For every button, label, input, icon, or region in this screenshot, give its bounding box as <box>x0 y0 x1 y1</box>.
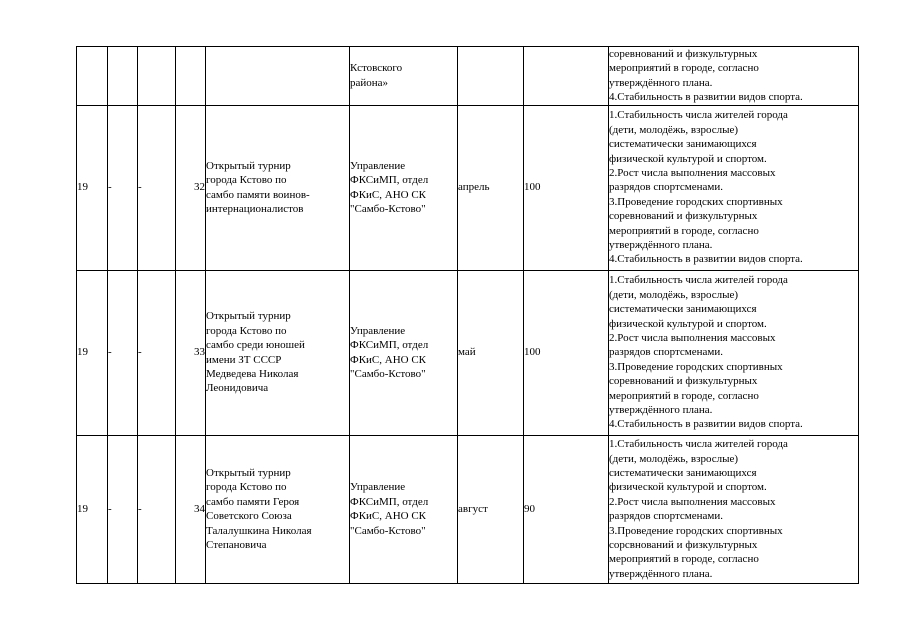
cell-organizer <box>350 105 458 270</box>
result-line: разрядов спортсменами. <box>609 510 723 523</box>
result-line: 3.Проведение городских спортивных <box>609 524 783 537</box>
result-line: 3.Проведение городских спортивных <box>609 360 783 373</box>
result-line: утверждённого плана. <box>609 567 713 580</box>
event-line: Талалушкина Николая <box>206 524 312 537</box>
result-line: физической культурой и спортом. <box>609 481 767 494</box>
cell-col3: - <box>138 270 176 435</box>
event-line: самбо памяти Героя <box>206 495 300 508</box>
result-line: 4.Стабильность в развитии видов спорта. <box>609 418 803 431</box>
result-line: систематически занимающихся <box>609 138 757 151</box>
result-line: соревнований и физкультурных <box>609 375 758 388</box>
cell-event-name <box>206 435 350 583</box>
organizer-line: района» <box>350 76 389 89</box>
event-line: Советского Союза <box>206 510 292 523</box>
result-line: мероприятий в городе, согласно <box>609 62 759 75</box>
table-row <box>77 435 859 583</box>
result-line: систематически занимающихся <box>609 303 757 316</box>
result-line: 4.Стабильность в развитии видов спорта. <box>609 253 803 266</box>
table-body <box>77 47 859 584</box>
cell-event-name <box>206 105 350 270</box>
result-line: систематически занимающихся <box>609 466 757 479</box>
cell-number <box>176 47 206 106</box>
cell-col2: - <box>108 105 138 270</box>
cell-col1: 19 <box>77 270 108 435</box>
result-line: мероприятий в городе, согласно <box>609 389 759 402</box>
cell-col2: - <box>108 435 138 583</box>
result-line: (дети, молодёжь, взрослые) <box>609 452 739 465</box>
organizer-line: ФКСиМП, отдел <box>350 495 429 508</box>
event-line: Открытый турнир <box>206 466 291 479</box>
events-table <box>76 46 859 584</box>
organizer-line: "Самбо-Кстово" <box>350 524 426 537</box>
organizer-line: Управление <box>350 159 406 172</box>
result-line: 4.Стабильность в развитии видов спорта. <box>609 91 803 104</box>
cell-participants: 100 <box>524 270 609 435</box>
cell-col3: - <box>138 435 176 583</box>
organizer-line: ФКиС, АНО СК <box>350 353 427 366</box>
cell-participants: 90 <box>524 435 609 583</box>
organizer-line: ФКиС, АНО СК <box>350 188 427 201</box>
result-line: разрядов спортсменами. <box>609 181 723 194</box>
result-line: физической культурой и спортом. <box>609 152 767 165</box>
result-line: 1.Стабильность числа жителей города <box>609 109 788 122</box>
event-line: Открытый турнир <box>206 310 291 323</box>
table-row <box>77 270 859 435</box>
cell-col3 <box>138 47 176 106</box>
result-line: разрядов спортсменами. <box>609 346 723 359</box>
table-row <box>77 105 859 270</box>
event-line: города Кстово по <box>206 174 287 187</box>
event-line: Медведева Николая <box>206 368 299 381</box>
cell-col3: - <box>138 105 176 270</box>
cell-results <box>609 435 859 583</box>
result-line: сорсвнований и физкультурных <box>609 538 758 551</box>
cell-month <box>458 47 524 106</box>
result-line: утверждённого плана. <box>609 404 713 417</box>
cell-participants <box>524 47 609 106</box>
result-line: 2.Рост числа выполнения массовых <box>609 332 776 345</box>
event-line: интернационалистов <box>206 203 304 216</box>
result-line: 2.Рост числа выполнения массовых <box>609 167 776 180</box>
cell-col1: 19 <box>77 105 108 270</box>
cell-organizer <box>350 435 458 583</box>
event-line: города Кстово по <box>206 324 287 337</box>
event-line: самбо памяти воинов- <box>206 188 310 201</box>
result-line: (дети, молодёжь, взрослые) <box>609 288 739 301</box>
cell-col2: - <box>108 270 138 435</box>
cell-col1 <box>77 47 108 106</box>
cell-col1: 19 <box>77 435 108 583</box>
result-line: физической культурой и спортом. <box>609 317 767 330</box>
organizer-line: ФКСиМП, отдел <box>350 174 429 187</box>
cell-participants: 100 <box>524 105 609 270</box>
organizer-line: ФКСиМП, отдел <box>350 339 429 352</box>
organizer-line: "Самбо-Кстово" <box>350 203 426 216</box>
cell-month: май <box>458 270 524 435</box>
organizer-line: ФКиС, АНО СК <box>350 510 427 523</box>
event-line: Степановича <box>206 538 267 551</box>
result-line: мероприятий в городе, согласно <box>609 224 759 237</box>
result-line: соревнований и физкультурных <box>609 210 758 223</box>
cell-month: апрель <box>458 105 524 270</box>
result-line: утверждённого плана. <box>609 239 713 252</box>
event-line: Леонидовича <box>206 382 269 395</box>
result-line: соревнований и физкультурных <box>609 48 758 60</box>
event-line: Открытый турнир <box>206 159 291 172</box>
result-line: утверждённого плана. <box>609 76 713 89</box>
result-line: 2.Рост числа выполнения массовых <box>609 495 776 508</box>
result-line: 1.Стабильность числа жителей города <box>609 274 788 287</box>
result-line: 3.Проведение городских спортивных <box>609 195 783 208</box>
result-line: (дети, молодёжь, взрослые) <box>609 123 739 136</box>
cell-number: 34 <box>176 435 206 583</box>
event-line: имени ЗТ СССР <box>206 353 282 366</box>
organizer-line: Управление <box>350 481 406 494</box>
cell-month: август <box>458 435 524 583</box>
cell-number: 33 <box>176 270 206 435</box>
cell-number: 32 <box>176 105 206 270</box>
cell-results <box>609 47 859 106</box>
cell-results <box>609 105 859 270</box>
organizer-line: Кстовского <box>350 62 403 75</box>
cell-results <box>609 270 859 435</box>
organizer-line: Управление <box>350 324 406 337</box>
cell-col2 <box>108 47 138 106</box>
result-line: мероприятий в городе, согласно <box>609 553 759 566</box>
cell-event-name <box>206 47 350 106</box>
event-line: самбо среди юношей <box>206 339 305 352</box>
cell-organizer <box>350 270 458 435</box>
event-line: города Кстово по <box>206 481 287 494</box>
organizer-line: "Самбо-Кстово" <box>350 368 426 381</box>
cell-event-name <box>206 270 350 435</box>
result-line: 1.Стабильность числа жителей города <box>609 438 788 451</box>
cell-organizer <box>350 47 458 106</box>
table-row <box>77 47 859 106</box>
